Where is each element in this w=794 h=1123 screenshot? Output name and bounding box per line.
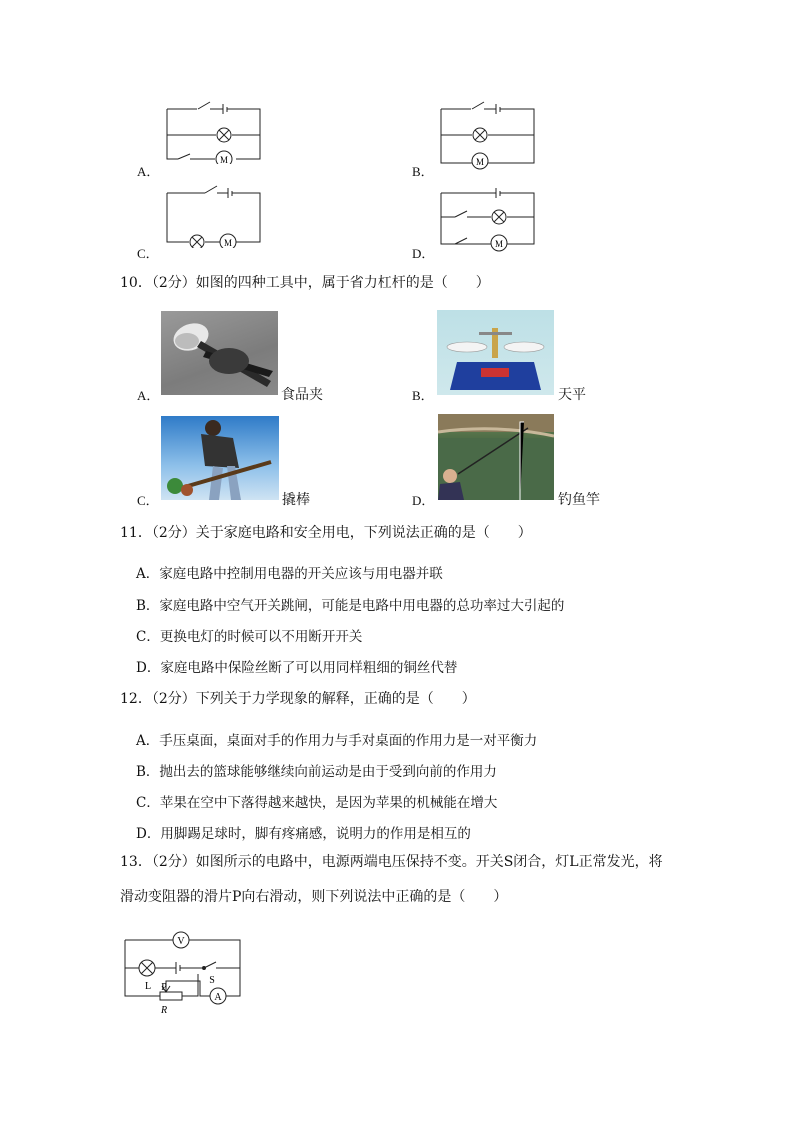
option-b-label: B． <box>412 164 434 179</box>
ammeter-symbol: A <box>214 992 222 1003</box>
option-c-label: C． <box>137 246 159 261</box>
option-a-caption: 食品夹 <box>281 387 323 403</box>
option-d-caption: 钓鱼竿 <box>558 492 600 508</box>
question-11-stem: 11．（2分）关于家庭电路和安全用电，下列说法正确的是（ ） <box>120 525 532 541</box>
circuit-diagram-b <box>436 98 546 170</box>
choice-b[interactable]: B．家庭电路中空气开关跳闸，可能是电路中用电器的总功率过大引起的 <box>136 598 565 614</box>
choice-a[interactable]: A．家庭电路中控制用电器的开关应该与用电器并联 <box>136 566 443 582</box>
option-b-label: B． <box>412 388 434 403</box>
q13-circuit-diagram <box>118 926 250 1018</box>
motor-symbol: M <box>475 157 485 167</box>
circuit-diagram-d <box>436 182 546 252</box>
resistor-label: R <box>160 1005 168 1016</box>
option-c-caption: 撬棒 <box>282 492 310 508</box>
option-b-caption: 天平 <box>558 387 586 403</box>
option-c-label: C． <box>137 493 159 508</box>
choice-d[interactable]: D．用脚踢足球时，脚有疼痛感，说明力的作用是相互的 <box>136 826 471 842</box>
circuit-diagram-a <box>160 98 270 164</box>
option-a-label: A． <box>137 388 160 403</box>
motor-symbol: M <box>219 155 229 164</box>
slider-label: P <box>161 982 167 993</box>
option-a-label: A． <box>137 164 160 179</box>
motor-symbol: M <box>223 238 233 248</box>
question-10-stem: 10．（2分）如图的四种工具中，属于省力杠杆的是（ ） <box>120 275 490 291</box>
voltmeter-symbol: V <box>177 936 185 947</box>
balance-scale-photo <box>437 310 554 395</box>
option-d-label: D． <box>412 246 435 261</box>
food-tongs-photo <box>161 311 278 395</box>
choice-a[interactable]: A．手压桌面，桌面对手的作用力与手对桌面的作用力是一对平衡力 <box>136 733 538 749</box>
choice-c[interactable]: C．更换电灯的时候可以不用断开开关 <box>136 629 363 645</box>
question-12-stem: 12．（2分）下列关于力学现象的解释，正确的是（ ） <box>120 691 476 707</box>
motor-symbol: M <box>494 239 504 249</box>
switch-label: S <box>209 975 215 986</box>
option-d-label: D． <box>412 493 435 508</box>
circuit-diagram-c <box>160 182 270 248</box>
choice-b[interactable]: B．抛出去的篮球能够继续向前运动是由于受到向前的作用力 <box>136 764 497 780</box>
crowbar-photo <box>161 416 279 500</box>
choice-d[interactable]: D．家庭电路中保险丝断了可以用同样粗细的铜丝代替 <box>136 660 458 676</box>
fishing-rod-photo <box>438 414 554 500</box>
choice-c[interactable]: C．苹果在空中下落得越来越快，是因为苹果的机械能在增大 <box>136 795 498 811</box>
lamp-label: L <box>144 981 152 992</box>
question-13-stem-line2: 滑动变阻器的滑片P向右滑动，则下列说法中正确的是（ ） <box>120 889 508 905</box>
question-13-stem-line1: 13．（2分）如图所示的电路中，电源两端电压保持不变。开关S闭合，灯L正常发光，将 <box>120 854 663 870</box>
